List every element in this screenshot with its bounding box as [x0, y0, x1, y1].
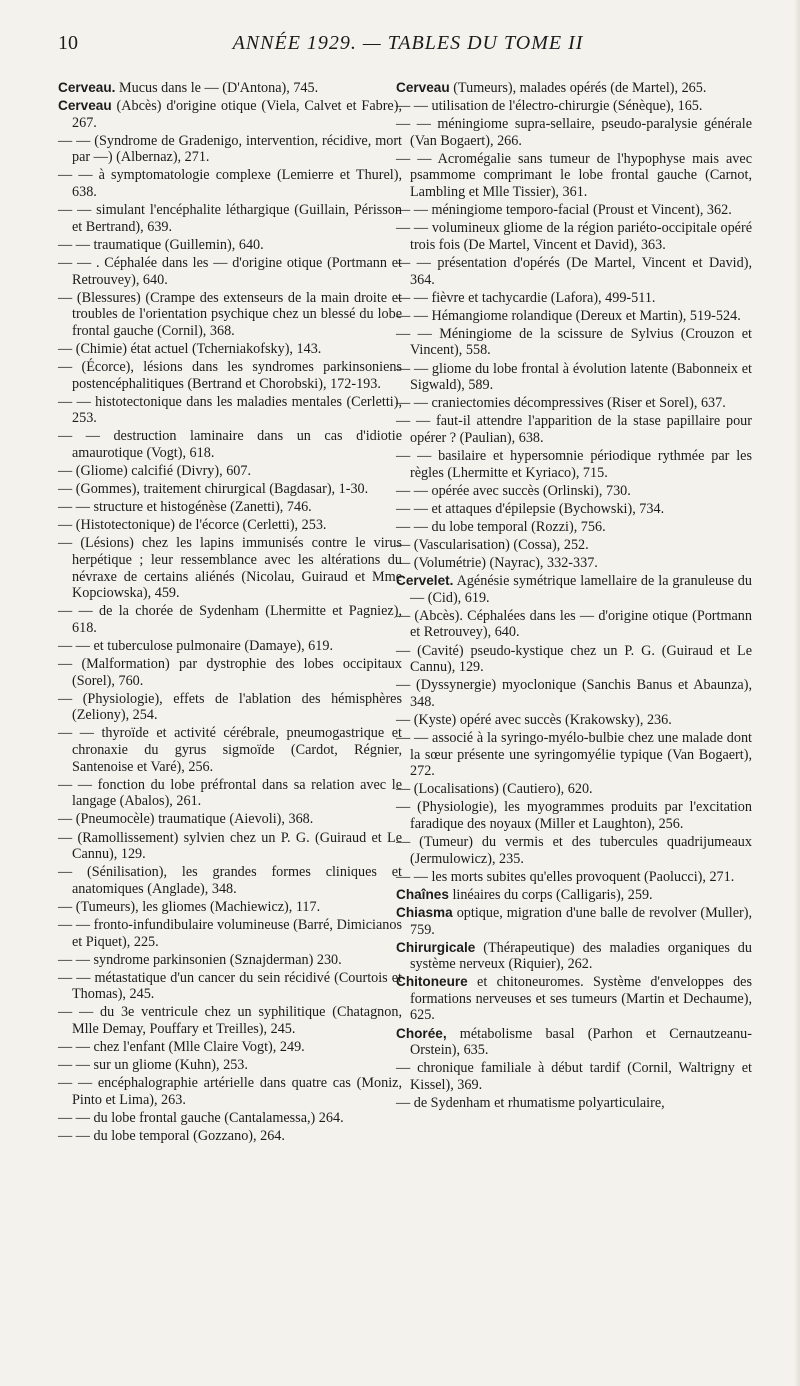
index-entry [58, 1075, 402, 1108]
entry-headword: Chaînes [396, 886, 449, 902]
entry-text: — — du lobe temporal (Gozzano), 264. [58, 1128, 285, 1145]
entry-text: — — fonction du lobe préfrontal dans sa relation avec le langage (Abalos), 261. [58, 776, 402, 810]
index-entry [396, 1060, 752, 1093]
index-entry [396, 905, 752, 938]
entry-text: — — volumineux gliome de la région pariéto-occipitale opéré trois fois (De Martel, Vincent et David), 363. [396, 220, 752, 253]
index-entry [58, 638, 402, 655]
entry-headword: Chitoneure [396, 974, 468, 990]
entry-text: — — structure et histogénèse (Zanetti), 746. [58, 499, 312, 516]
index-entry [396, 537, 752, 554]
entry-text: optique, migration d'une balle de revolver (Muller), 759. [410, 904, 752, 938]
entry-text: — (Tumeurs), les gliomes (Machiewicz), 117. [58, 898, 321, 915]
entry-text: — — syndrome parkinsonien (Sznajderman) 230. [58, 951, 342, 968]
index-entry [396, 781, 752, 798]
right-column [396, 80, 752, 1113]
entry-text: — — basilaire et hypersomnie périodique rythmée par les règles (Lhermitte et Kyriaco), 715. [396, 447, 752, 481]
index-entry [58, 864, 402, 897]
index-entry [396, 255, 752, 288]
left-column [58, 80, 402, 1146]
index-entry [58, 133, 402, 166]
entry-text: — (Kyste) opéré avec succès (Krakowsky), 236. [396, 711, 672, 728]
index-entry [58, 1039, 402, 1056]
entry-text: — (Pneumocèle) traumatique (Aievoli), 368. [58, 811, 314, 828]
index-entry [58, 290, 402, 340]
index-entry [396, 116, 752, 149]
entry-headword: Chirurgicale [396, 939, 476, 955]
entry-text: — — les morts subites qu'elles provoquent (Paolucci), 271. [396, 868, 735, 885]
index-entry [58, 899, 402, 916]
entry-text: — — (Syndrome de Gradenigo, intervention, récidive, mort par —) (Albernaz), 271. [58, 132, 402, 166]
entry-text: — (Vascularisation) (Cossa), 252. [396, 536, 589, 553]
index-entry [396, 290, 752, 307]
entry-text: — — de la chorée de Sydenham (Lhermitte et Pagniez), 618. [58, 603, 402, 636]
entry-text: — de Sydenham et rhumatisme polyarticulaire, [396, 1094, 665, 1111]
entry-text: — — chez l'enfant (Mlle Claire Vogt), 249. [58, 1039, 305, 1056]
index-entry [58, 167, 402, 200]
entry-text: — — fronto-infundibulaire volumineuse (Barré, Dimicianos et Piquet), 225. [58, 917, 402, 950]
entry-text: — (Malformation) par dystrophie des lobes occipitaux (Sorel), 760. [58, 656, 402, 689]
index-entry [396, 202, 752, 219]
index-entry [58, 428, 402, 461]
entry-text: linéaires du corps (Calligaris), 259. [452, 886, 653, 903]
index-entry [58, 1004, 402, 1037]
index-entry [58, 98, 402, 131]
entry-text: — — du lobe frontal gauche (Cantalamessa,) 264. [58, 1110, 344, 1127]
index-entry [396, 712, 752, 729]
index-entry [58, 237, 402, 254]
index-entry [396, 80, 752, 97]
entry-text: — — simulant l'encéphalite léthargique (Guillain, Périsson et Bertrand), 639. [58, 202, 402, 235]
entry-text: — — Hémangiome rolandique (Dereux et Martin), 519-524. [396, 307, 741, 324]
index-entry [58, 952, 402, 969]
entry-text: — (Cavité) pseudo-kystique chez un P. G. (Guiraud et Le Cannu), 129. [396, 642, 752, 676]
entry-text: — — méningiome supra-sellaire, pseudo-paralysie générale (Van Bogaert), 266. [396, 116, 752, 149]
index-entry [396, 483, 752, 500]
entry-text: — — Acromégalie sans tumeur de l'hypophyse mais avec psammome comprimant le lobe frontal gauche (Carnot, Lambling et Mlle Tissier), 361. [396, 150, 752, 201]
index-entry [58, 656, 402, 689]
entry-text: métabolisme basal (Parhon et Cernautzeanu-Orstein), 635. [410, 1025, 752, 1059]
index-entry [396, 1095, 752, 1112]
entry-headword: Cerveau [396, 80, 450, 95]
entry-text: (Thérapeutique) des maladies organiques du système nerveux (Riquier), 262. [410, 939, 752, 973]
index-entry [58, 499, 402, 516]
entry-text: — — et attaques d'épilepsie (Bychowski), 734. [396, 500, 665, 517]
entry-text: — (Gommes), traitement chirurgical (Bagdasar), 1-30. [58, 481, 369, 498]
entry-text: — (Physiologie), les myogrammes produits par l'excitation faradique des noyaux (Miller et Laughton), 256. [396, 799, 752, 832]
index-entry [58, 535, 402, 601]
entry-text: — (Écorce), lésions dans les syndromes parkinsoniens postencéphalitiques (Bertrand et Chorobski), 172-193. [58, 359, 402, 392]
index-entry [396, 98, 752, 115]
entry-text: Mucus dans le — (D'Antona), 745. [118, 80, 319, 96]
index-entry [58, 341, 402, 358]
entry-text: — (Blessures) (Crampe des extenseurs de la main droite et troubles de l'orientation psychique chez un blessé du lobe frontal gauche (Cornil), 368. [58, 289, 402, 339]
index-entry [396, 940, 752, 973]
index-entry [58, 691, 402, 724]
page-edge-shadow [794, 0, 800, 1386]
entry-text: Agénésie symétrique lamellaire de la granuleuse du — (Cid), 619. [410, 573, 752, 606]
entry-text: — — utilisation de l'électro-chirurgie (Sénèque), 165. [396, 98, 703, 115]
index-entry [396, 326, 752, 359]
entry-text: — — histotectonique dans les maladies mentales (Cerletti), 253. [58, 393, 402, 427]
entry-text: — — opérée avec succès (Orlinski), 730. [396, 482, 631, 499]
entry-text: — — associé à la syringo-myélo-bulbie chez une malade dont la sœur présente une syringomyélie typique (Van Bogaert), 272. [396, 729, 752, 780]
index-entry [396, 555, 752, 572]
entry-text: — — à symptomatologie complexe (Lemierre et Thurel), 638. [58, 167, 402, 201]
entry-text: — — du lobe temporal (Rozzi), 756. [396, 518, 606, 535]
entry-text: — — thyroïde et activité cérébrale, pneumogastrique et chronaxie du gyrus sigmoïde (Cardot, Régnier, Santenoise et Varé), 256. [58, 725, 402, 775]
entry-text: — — encéphalographie artérielle dans quatre cas (Moniz, Pinto et Lima), 263. [58, 1075, 402, 1108]
running-title: ANNÉE 1929. — TABLES DU TOME II [232, 32, 584, 54]
index-entry [58, 255, 402, 288]
entry-text: — (Sénilisation), les grandes formes cliniques et anatomiques (Anglade), 348. [58, 864, 402, 897]
entry-text: — — . Céphalée dans les — d'origine otique (Portmann et Retrouvey), 640. [58, 254, 402, 288]
index-entry [396, 220, 752, 253]
index-entry [396, 1026, 752, 1059]
index-entry [396, 677, 752, 710]
entry-text: — — destruction laminaire dans un cas d'idiotie amaurotique (Vogt), 618. [58, 428, 402, 461]
index-entry [58, 603, 402, 636]
index-entry [396, 501, 752, 518]
entry-text: — — sur un gliome (Kuhn), 253. [58, 1057, 248, 1074]
index-entry [58, 359, 402, 392]
index-entry [396, 395, 752, 412]
index-entry [396, 151, 752, 201]
index-entry [58, 830, 402, 863]
index-entry [396, 799, 752, 832]
index-entry [58, 517, 402, 534]
page-header [58, 28, 758, 58]
entry-text: — (Localisations) (Cautiero), 620. [396, 781, 593, 798]
entry-headword: Cervelet. [396, 573, 454, 589]
index-entry [396, 834, 752, 867]
entry-text: (Tumeurs), malades opérés (de Martel), 265. [453, 80, 707, 96]
index-entry [58, 970, 402, 1003]
index-entry [58, 811, 402, 828]
index-entry [396, 448, 752, 481]
index-entry [396, 413, 752, 446]
index-entry [58, 481, 402, 498]
entry-text: — chronique familiale à début tardif (Cornil, Waltrigny et Kissel), 369. [396, 1060, 752, 1093]
entry-headword: Cerveau. [58, 80, 116, 95]
entry-text: — — Méningiome de la scissure de Sylvius (Crouzon et Vincent), 558. [396, 325, 752, 359]
index-entry [58, 777, 402, 810]
entry-text: — (Gliome) calcifié (Divry), 607. [58, 463, 252, 480]
entry-text: (Abcès) d'origine otique (Viela, Calvet et Fabre), 267. [72, 98, 403, 131]
page-number: 10 [58, 32, 78, 54]
entry-text: — — métastatique d'un cancer du sein récidivé (Courtois et Thomas), 245. [58, 969, 402, 1003]
index-entry [58, 202, 402, 235]
entry-text: — (Volumétrie) (Nayrac), 332-337. [396, 555, 598, 572]
entry-headword: Chiasma [396, 904, 453, 920]
index-entry [58, 463, 402, 480]
index-entry [58, 80, 402, 97]
index-entry [58, 394, 402, 427]
entry-text: — — craniectomies décompressives (Riser et Sorel), 637. [396, 395, 726, 412]
entry-text: — (Ramollissement) sylvien chez un P. G. (Guiraud et Le Cannu), 129. [58, 829, 402, 863]
index-entry [396, 573, 752, 606]
index-entry [396, 361, 752, 394]
entry-text: — (Lésions) chez les lapins immunisés contre le virus herpétique ; leur ressemblance avec les altérations du névraxe de certains aliénés (Nicolau, Guiraud et Mme Kopciowska), 459. [58, 535, 402, 602]
entry-text: — (Dyssynergie) myoclonique (Sanchis Banus et Abaunza), 348. [396, 677, 752, 710]
entry-text: — (Tumeur) du vermis et des tubercules quadrijumeaux (Jermulowicz), 235. [396, 834, 752, 867]
entry-text: — — fièvre et tachycardie (Lafora), 499-511. [396, 289, 656, 306]
index-entry [396, 308, 752, 325]
index-entry [396, 519, 752, 536]
entry-headword: Chorée, [396, 1025, 447, 1041]
entry-text: — — traumatique (Guillemin), 640. [58, 236, 264, 253]
index-entry [58, 1110, 402, 1127]
entry-text: — — présentation d'opérés (De Martel, Vincent et David), 364. [396, 254, 752, 288]
index-entry [396, 608, 752, 641]
entry-text: — — gliome du lobe frontal à évolution latente (Babonneix et Sigwald), 589. [396, 360, 752, 394]
index-entry [396, 887, 752, 904]
entry-text: — — faut-il attendre l'apparition de la stase papillaire pour opérer ? (Paulian), 638. [396, 413, 752, 446]
entry-text: — (Chimie) état actuel (Tchernіakofsky), 143. [58, 340, 322, 357]
entry-text: — (Abcès). Céphalées dans les — d'origine otique (Portmann et Retrouvey), 640. [396, 607, 752, 641]
entry-text: — — du 3e ventricule chez un syphilitique (Chatagnon, Mlle Demay, Pouffary et Treilles), 245. [58, 1004, 402, 1038]
index-entry [396, 869, 752, 886]
entry-text: — (Histotectonique) de l'écorce (Cerletti), 253. [58, 517, 327, 534]
entry-text: — — méningiome temporo-facial (Proust et Vincent), 362. [396, 202, 732, 219]
index-entry [396, 730, 752, 780]
index-entry [58, 1128, 402, 1145]
index-entry [396, 974, 752, 1024]
entry-text: et chitoneuromes. Système d'enveloppes des formations nerveuses et ses tumeurs (Martin et Dechaume), 625. [410, 974, 752, 1024]
entry-text: — (Physiologie), effets de l'ablation des hémisphères (Zeliony), 254. [58, 690, 402, 724]
index-entry [396, 643, 752, 676]
index-entry [58, 917, 402, 950]
entry-text: — — et tuberculose pulmonaire (Damaye), 619. [58, 638, 333, 654]
index-entry [58, 1057, 402, 1074]
entry-headword: Cerveau [58, 98, 112, 114]
index-entry [58, 725, 402, 775]
